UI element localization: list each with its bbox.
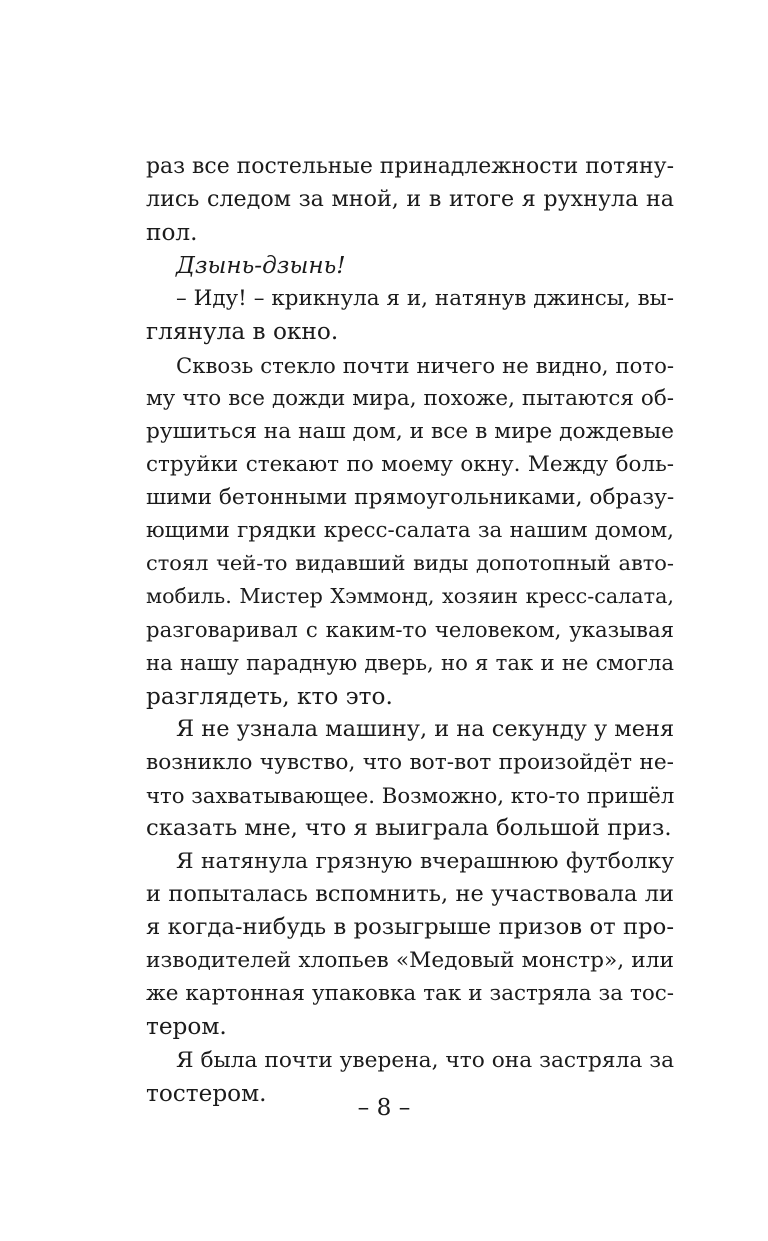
text-line: разглядеть, кто это. [146,682,393,710]
text-line: шими бетонными прямоугольниками, образу- [146,484,675,510]
text-line: лись следом за мной, и в итоге я рухнула на [146,186,674,213]
text-line: я когда-нибудь в розыгрыше призов от про- [146,914,674,941]
text-line: возникло чувство, что вот-вот произойдёт не- [146,749,674,775]
text-line: Я не узнала машину, и на секунду у меня [176,715,675,742]
text-line: тостером. [146,1079,267,1107]
text-line: Я была почти уверена, что она застряла за [176,1047,674,1073]
text-line: Сквозь стекло почти ничего не видно, пото- [176,352,674,378]
text-line: струйки стекают по моему окну. Между боль- [146,451,674,477]
page-number: – 8 – [357,1094,411,1121]
text-line: и попыталась вспомнить, не участвовала ли [146,881,674,908]
text-line: изводителей хлопьев «Медовый монстр», или [146,948,674,974]
text-line: пол. [146,219,198,247]
text-line: тером. [146,1013,227,1041]
text-line: ющими грядки кресс-салата за нашим домом, [146,518,674,544]
text-line: сказать мне, что я выиграла большой приз. [146,814,672,841]
text-line: на нашу парадную дверь, но я так и не смогла [146,650,674,676]
text-line: же картонная упаковка так и застряла за тос- [146,981,674,1007]
text-line: раз все постельные принадлежности потяну- [146,154,674,179]
text-line: стоял чей-то видавший виды допотопный авто- [146,551,674,576]
text-line: мобиль. Мистер Хэммонд, хозяин кресс-салата, [146,584,674,609]
text-line: что захватывающее. Возможно, кто-то пришёл [146,782,675,808]
text-line-italic: Дзынь-дзынь! [176,252,346,280]
body-text [146,150,674,1110]
text-line: глянула в окно. [146,318,339,346]
text-line: – Иду! – крикнула я и, натянув джинсы, вы- [176,286,674,312]
text-line: рушиться на наш дом, и все в мире дождевые [146,418,674,444]
text-line: Я натянула грязную вчерашнюю футболку [176,848,674,874]
text-line: му что все дожди мира, похоже, пытаются об- [146,385,674,411]
text-line: разговаривал с каким-то человеком, указывая [146,617,674,643]
